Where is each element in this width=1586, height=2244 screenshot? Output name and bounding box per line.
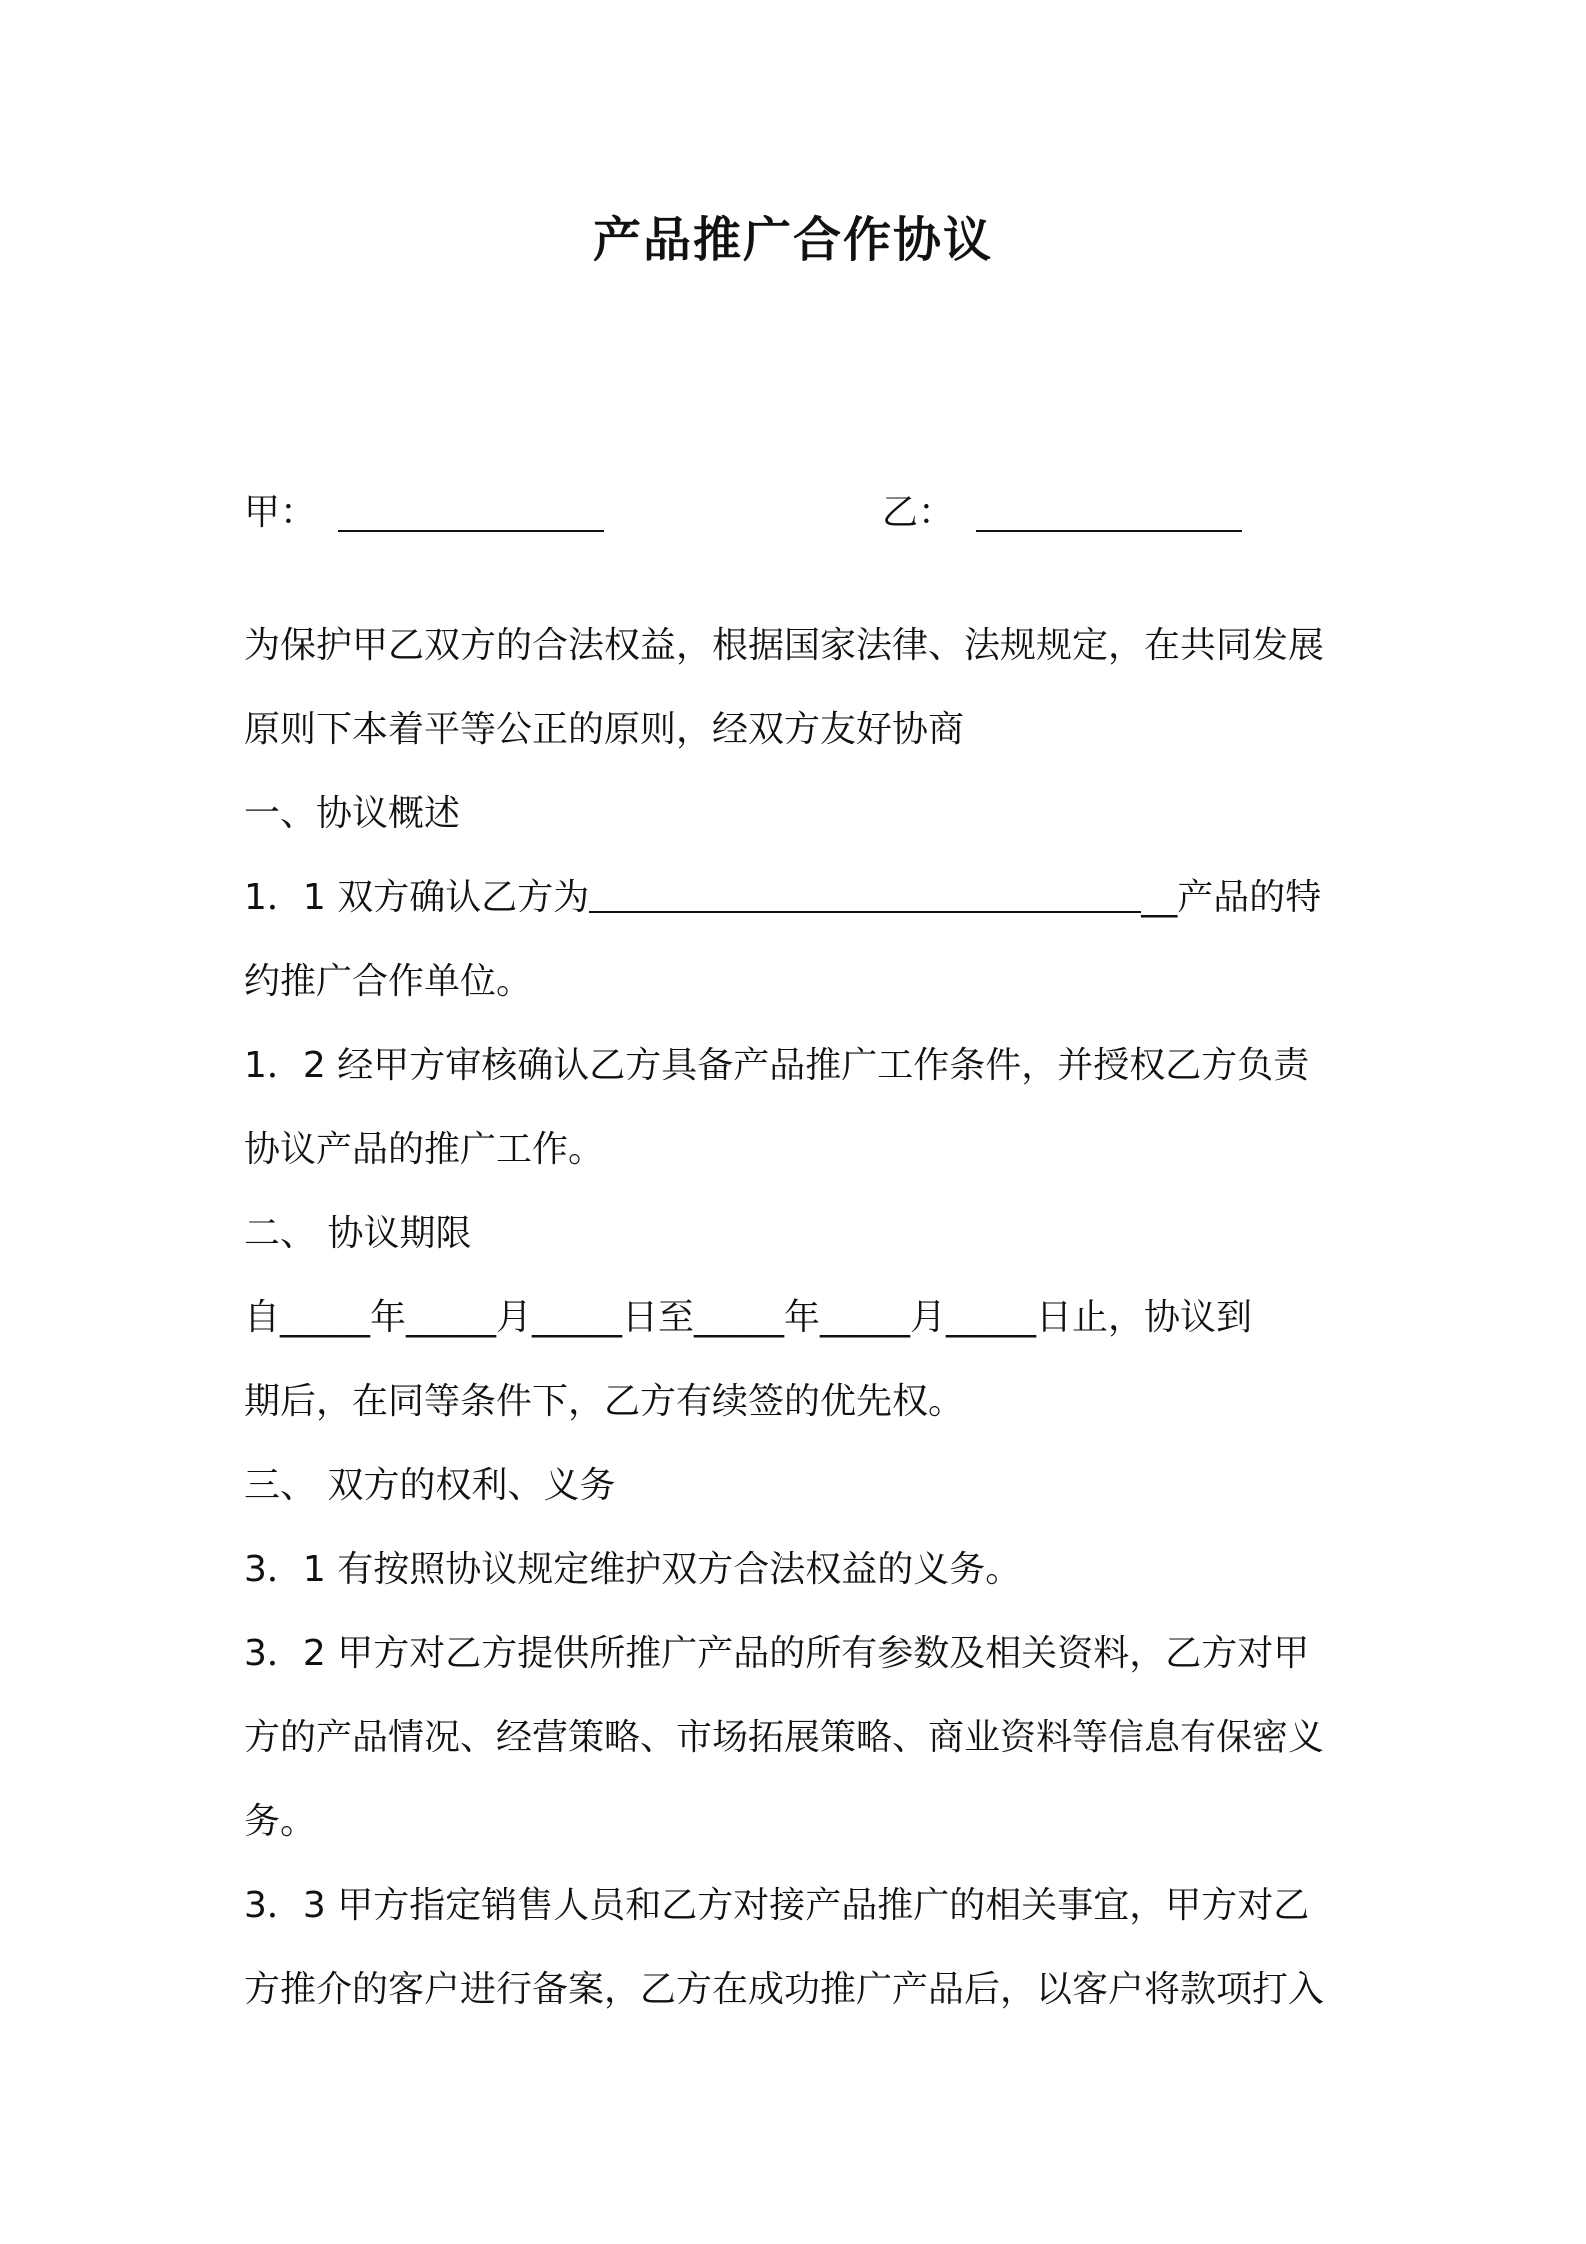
clause-text: 1．1 双方确认乙方为 — [244, 877, 590, 918]
party-b — [882, 488, 1242, 538]
clause-line: 方的产品情况、经营策略、市场拓展策略、商业资料等信息有保密义 — [244, 1717, 1325, 1758]
paragraph-line: 为保护甲乙双方的合法权益，根据国家法律、法规规定，在共同发展 — [244, 625, 1325, 666]
document-body — [244, 604, 1364, 2032]
party-a — [244, 488, 604, 538]
clause-text: __产品的特 — [1141, 877, 1322, 918]
clause-line: 协议产品的推广工作。 — [244, 1129, 605, 1170]
product-blank-line — [589, 871, 1141, 913]
party-a-blank-line — [338, 490, 604, 532]
clause-line: 3．1 有按照协议规定维护双方合法权益的义务。 — [244, 1549, 1022, 1590]
party-a-label: 甲： — [244, 492, 317, 533]
clause-line: 约推广合作单位。 — [244, 961, 533, 1002]
document-title: 产品推广合作协议 — [592, 212, 993, 268]
clause-line: 1．2 经甲方审核确认乙方具备产品推广工作条件，并授权乙方负责 — [244, 1045, 1310, 1086]
party-b-label: 乙： — [882, 492, 955, 533]
clause-line: 3．2 甲方对乙方提供所推广产品的所有参数及相关资料，乙方对甲 — [244, 1633, 1310, 1674]
section-heading: 一、协议概述 — [244, 793, 461, 834]
clause-line — [244, 856, 1364, 940]
clause-line: 自_____年_____月_____日至_____年_____月_____日止，协议到 — [244, 1297, 1253, 1338]
party-fields — [244, 488, 1364, 548]
section-heading: 二、 协议期限 — [244, 1213, 472, 1254]
clause-line: 期后，在同等条件下，乙方有续签的优先权。 — [244, 1381, 965, 1422]
clause-line: 务。 — [244, 1801, 317, 1842]
clause-line: 方推介的客户进行备案，乙方在成功推广产品后，以客户将款项打入 — [244, 1969, 1325, 2010]
clause-line: 3．3 甲方指定销售人员和乙方对接产品推广的相关事宜，甲方对乙 — [244, 1885, 1310, 1926]
section-heading: 三、 双方的权利、义务 — [244, 1465, 616, 1506]
party-b-blank-line — [976, 490, 1242, 532]
paragraph-line: 原则下本着平等公正的原则，经双方友好协商 — [244, 709, 965, 750]
